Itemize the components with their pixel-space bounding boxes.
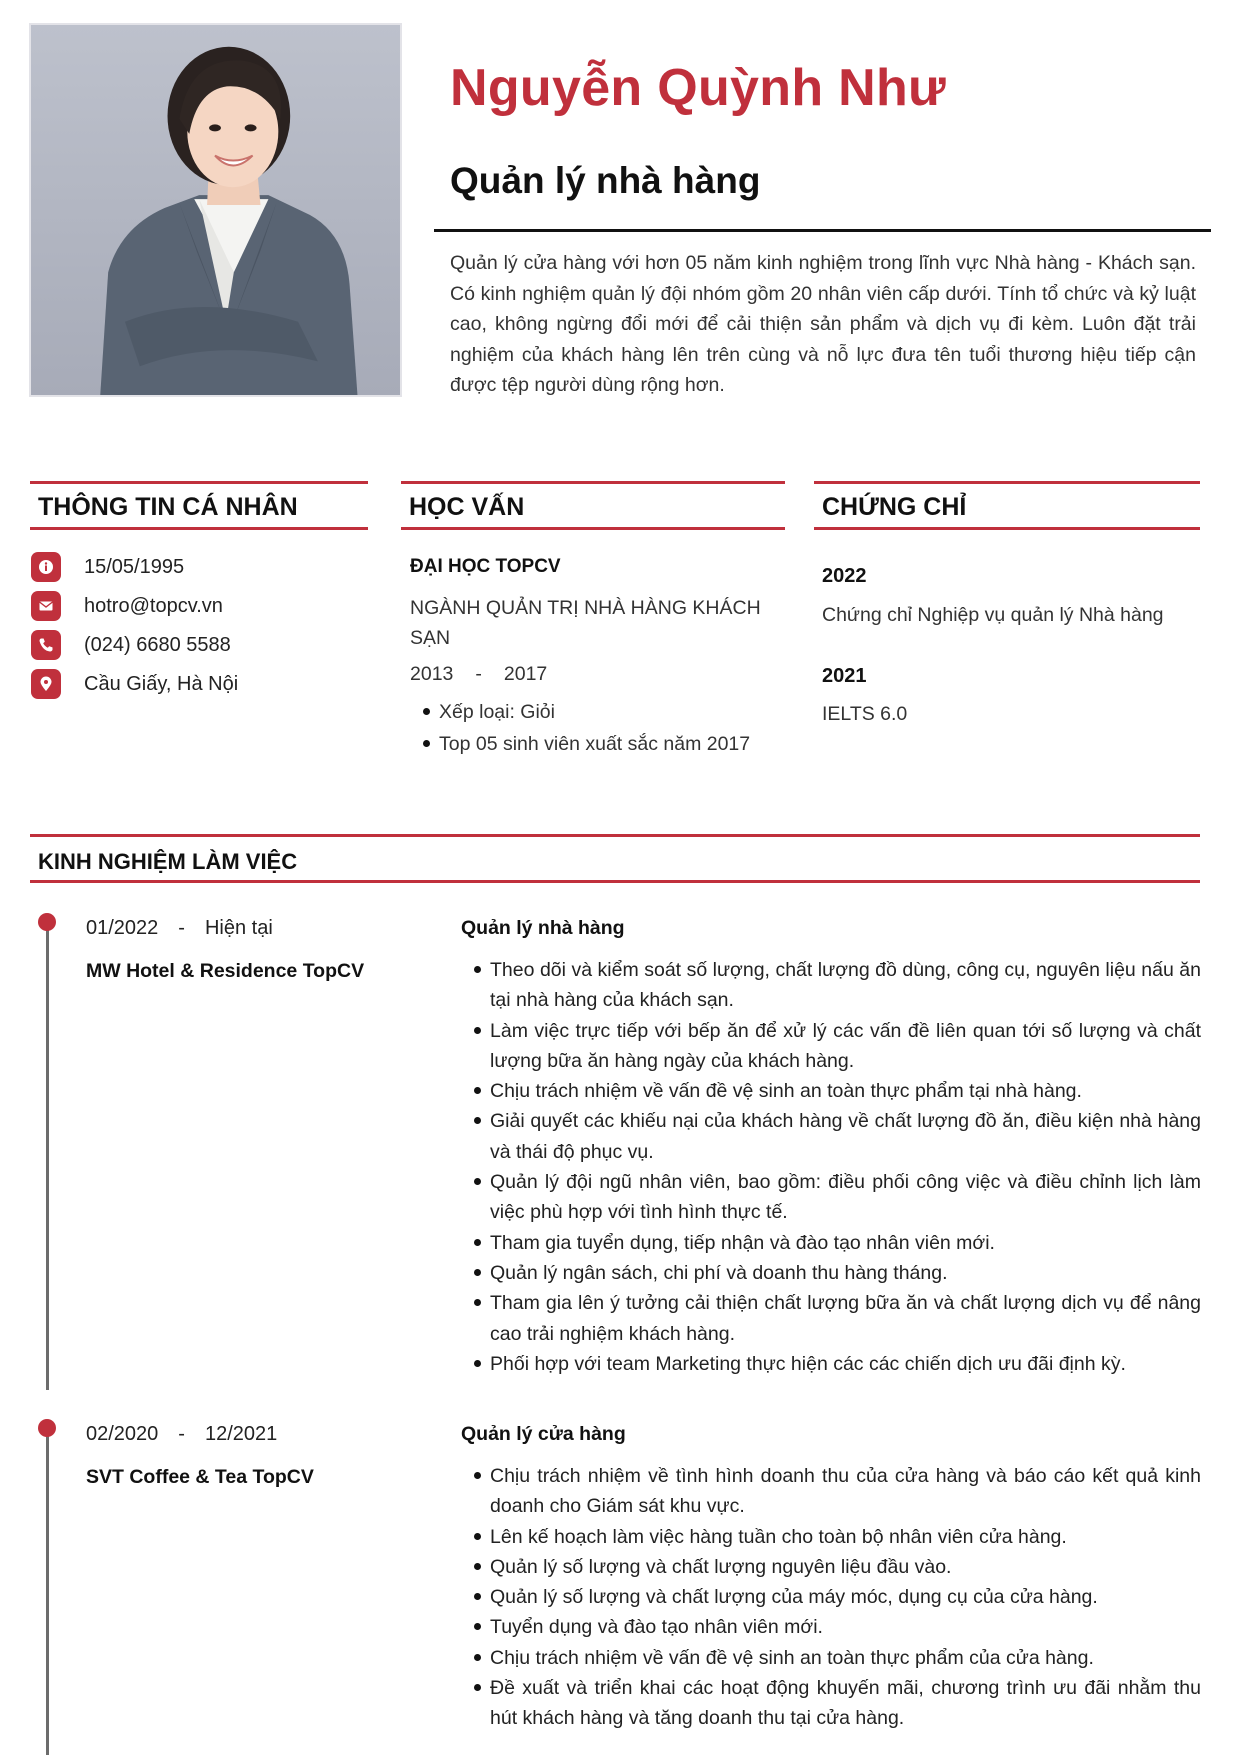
- list-item: Quản lý số lượng và chất lượng của máy móc, dụng cụ của cửa hàng.: [471, 1582, 1201, 1612]
- address-text: Cầu Giấy, Hà Nội: [84, 672, 239, 695]
- list-item: Xếp loại: Giỏi: [420, 696, 750, 728]
- timeline-line: [46, 1428, 49, 1755]
- job-end: 12/2021: [204, 1423, 278, 1445]
- list-item: Giải quyết các khiếu nại của khách hàng về chất lượng đồ ăn, điều kiện nhà hàng và thái độ phục vụ.: [471, 1106, 1201, 1167]
- list-item: Đề xuất và triển khai các hoạt động khuyến mãi, chương trình ưu đãi nhằm thu hút khách hàng và tăng doanh thu tại cửa hàng.: [471, 1673, 1201, 1734]
- certificate-year: 2022: [822, 565, 867, 587]
- birthdate-row: [31, 552, 184, 582]
- list-item: Lên kế hoạch làm việc hàng tuần cho toàn bộ nhân viên cửa hàng.: [471, 1522, 1201, 1552]
- location-pin-icon: [31, 669, 61, 699]
- address-row: [31, 669, 238, 699]
- list-item: Quản lý đội ngũ nhân viên, bao gồm: điều phối công việc và điều chỉnh lịch làm việc phù hợp với tình hình thực tế.: [471, 1167, 1201, 1228]
- personal-info-heading: [30, 481, 368, 530]
- major-name: NGÀNH QUẢN TRỊ NHÀ HÀNG KHÁCH SẠN: [410, 597, 761, 649]
- school-name: ĐẠI HỌC TOPCV: [410, 556, 561, 577]
- list-item: Theo dõi và kiểm soát số lượng, chất lượng đồ dùng, công cụ, nguyên liệu nấu ăn tại nhà hàng của khách sạn.: [471, 955, 1201, 1016]
- certificates-heading: [814, 481, 1200, 530]
- education-dates: [410, 663, 547, 686]
- timeline-dot: [38, 1419, 56, 1437]
- birthdate-text: 15/05/1995: [84, 555, 185, 578]
- certificate-year: 2021: [822, 665, 867, 687]
- job-dates: [86, 917, 273, 940]
- job-tasks: [471, 1461, 1201, 1734]
- education-start: 2013: [410, 663, 454, 685]
- phone-row: [31, 630, 231, 660]
- job-end: Hiện tại: [204, 917, 273, 939]
- list-item: Tham gia tuyển dụng, tiếp nhận và đào tạo nhân viên mới.: [471, 1228, 1201, 1258]
- certificates-heading-text: CHỨNG CHỈ: [822, 493, 967, 521]
- list-item: Chịu trách nhiệm về vấn đề vệ sinh an toàn thực phẩm tại nhà hàng.: [471, 1076, 1201, 1106]
- candidate-name: Nguyễn Quỳnh Như: [450, 59, 947, 117]
- job-position: Quản lý cửa hàng: [461, 1423, 626, 1445]
- list-item: Tham gia lên ý tưởng cải thiện chất lượng bữa ăn và chất lượng dịch vụ để nâng cao trải nghiệm khách hàng.: [471, 1288, 1201, 1349]
- experience-heading: [30, 834, 1200, 883]
- job-dates: [86, 1423, 277, 1446]
- mail-icon: [31, 591, 61, 621]
- list-item: Quản lý số lượng và chất lượng nguyên liệu đầu vào.: [471, 1552, 1201, 1582]
- education-heading: [401, 481, 785, 530]
- certificate-name: IELTS 6.0: [822, 703, 908, 725]
- email-text: hotro@topcv.vn: [84, 594, 223, 617]
- list-item: Chịu trách nhiệm về vấn đề vệ sinh an toàn thực phẩm của cửa hàng.: [471, 1643, 1201, 1673]
- company-name: SVT Coffee & Tea TopCV: [86, 1466, 314, 1488]
- list-item: Phối hợp với team Marketing thực hiện các các chiến dịch ưu đãi định kỳ.: [471, 1349, 1201, 1379]
- education-end: 2017: [503, 663, 548, 685]
- education-details: [420, 696, 750, 760]
- job-position: Quản lý nhà hàng: [461, 917, 625, 939]
- job-tasks: [471, 955, 1201, 1379]
- timeline-line: [46, 922, 49, 1390]
- list-item: Chịu trách nhiệm về tình hình doanh thu của cửa hàng và báo cáo kết quả kinh doanh cho Giám sát khu vực.: [471, 1461, 1201, 1522]
- date-separator: -: [475, 663, 482, 685]
- job-start: 02/2020: [86, 1423, 159, 1445]
- phone-icon: [31, 630, 61, 660]
- certificate-name: Chứng chỉ Nghiệp vụ quản lý Nhà hàng: [822, 604, 1164, 626]
- personal-info-heading-text: THÔNG TIN CÁ NHÂN: [38, 493, 298, 521]
- job-start: 01/2022: [86, 917, 159, 939]
- date-separator: -: [178, 917, 185, 939]
- experience-heading-text: KINH NGHIỆM LÀM VIỆC: [38, 849, 298, 874]
- list-item: Làm việc trực tiếp với bếp ăn để xử lý các vấn đề liên quan tới số lượng và chất lượng bữa ăn hàng ngày của khách hàng.: [471, 1016, 1201, 1077]
- email-row: [31, 591, 223, 621]
- education-heading-text: HỌC VẤN: [409, 493, 525, 521]
- title-divider: [434, 229, 1211, 232]
- list-item: Top 05 sinh viên xuất sắc năm 2017: [420, 728, 750, 760]
- company-name: MW Hotel & Residence TopCV: [86, 960, 365, 982]
- info-icon: [31, 552, 61, 582]
- profile-photo: [29, 23, 402, 397]
- timeline-dot: [38, 913, 56, 931]
- career-summary: Quản lý cửa hàng với hơn 05 năm kinh nghiệm trong lĩnh vực Nhà hàng - Khách sạn. Có kinh nghiệm quản lý đội nhóm gồm 20 nhân viên cấp dưới. Tính tổ chức và kỷ luật cao, không ngừng đổi mới để cải thiện sản phẩm và dịch vụ đi kèm. Luôn đặt trải nghiệm của khách hàng lên trên cùng và nỗ lực đưa tên tuổi thương hiệu tiếp cận được tệp người dùng rộng hơn.: [450, 252, 1196, 396]
- phone-text: (024) 6680 5588: [84, 633, 231, 656]
- date-separator: -: [178, 1423, 185, 1445]
- list-item: Tuyển dụng và đào tạo nhân viên mới.: [471, 1612, 1201, 1642]
- job-title: Quản lý nhà hàng: [450, 160, 761, 201]
- list-item: Quản lý ngân sách, chi phí và doanh thu hàng tháng.: [471, 1258, 1201, 1288]
